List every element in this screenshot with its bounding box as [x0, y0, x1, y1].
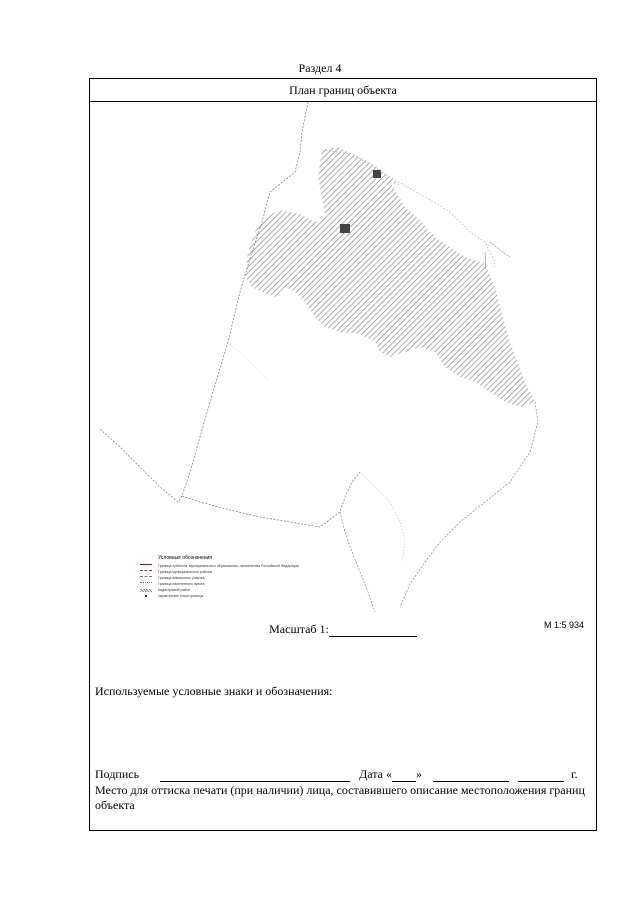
date-label: Дата «: [359, 767, 392, 781]
map-legend: [140, 555, 320, 599]
dot-icon: [140, 582, 152, 586]
map-scale: М 1:5 934: [543, 620, 584, 630]
dash-icon: [140, 570, 152, 574]
legend-item: Граница земельного участка: [140, 575, 320, 581]
point-icon: [145, 595, 147, 597]
symbols-label: Используемые условные знаки и обозначения:: [95, 684, 333, 698]
legend-item: Кадастровый район: [140, 587, 320, 593]
legend-item: Граница муниципального района: [140, 569, 320, 575]
year-suffix: г.: [571, 767, 578, 781]
date-month-blank[interactable]: [433, 769, 509, 782]
signature-blank[interactable]: [160, 769, 350, 782]
hatch-icon: [140, 589, 152, 592]
parcel-boundary: [182, 102, 308, 496]
date-day-blank[interactable]: [392, 769, 416, 782]
boundary-map: [90, 102, 596, 612]
date-quote-close: »: [416, 767, 422, 781]
plan-frame: [89, 78, 597, 831]
building-block: [373, 170, 381, 178]
date-year-blank[interactable]: [518, 769, 564, 782]
signature-label: Подпись: [95, 767, 140, 781]
legend-title: Условные обозначения: [158, 555, 213, 561]
building-block: [340, 224, 350, 233]
legend-item: характерные точки границы: [140, 593, 320, 599]
dash-dot-icon: [140, 576, 152, 580]
stamp-placeholder: Место для оттиска печати (при наличии) лица, составившего описание местоположения границ объекта: [95, 783, 585, 812]
scale-blank[interactable]: [329, 624, 417, 637]
plan-header: План границ объекта: [90, 79, 596, 102]
legend-item: Граница населенного пункта: [140, 581, 320, 587]
scale-label: Масштаб 1:: [269, 622, 329, 636]
line-red-icon: [140, 564, 152, 568]
signature-row: [95, 767, 578, 782]
scale-field: [90, 622, 596, 637]
section-title: Раздел 4: [298, 61, 342, 75]
legend-item: Граница субъекта, муниципального образования, лесничества Российской Федерации: [140, 563, 320, 569]
hatched-territory: [245, 147, 535, 407]
